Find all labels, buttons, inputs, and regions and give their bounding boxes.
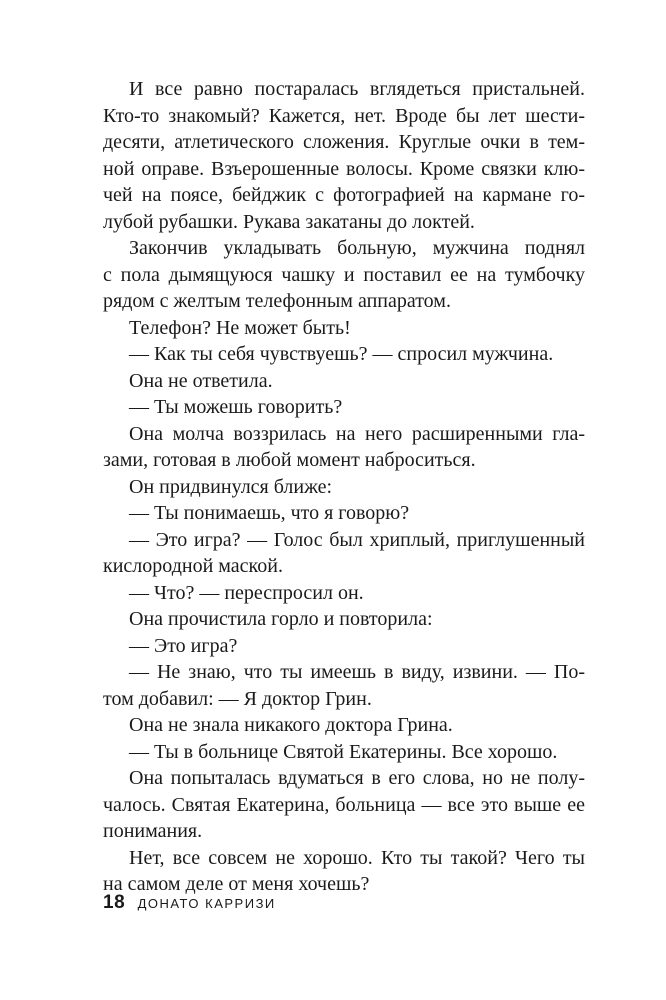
book-page-text <box>103 76 585 898</box>
text-line: — Не знаю, что ты имеешь в виду, извини. — По- <box>129 661 585 683</box>
text-line: Он придвинулся ближе: <box>129 475 333 498</box>
text-line: Она не ответила. <box>129 369 273 392</box>
text-line: Кто-то знакомый? Кажется, нет. Вроде бы лет шести- <box>103 104 585 127</box>
page-footer <box>103 892 276 914</box>
text-line: на самом деле от меня хочешь? <box>103 873 370 895</box>
text-line: чалось. Святая Екатерина, больница — все это выше ее <box>103 793 585 816</box>
text-line: зами, готовая в любой момент наброситься. <box>103 449 476 471</box>
text-line: чей на поясе, бейджик с фотографией на кармане го- <box>103 184 585 206</box>
page-number: 18 <box>103 892 126 913</box>
text-line: Закончив укладывать больную, мужчина поднял <box>129 237 585 259</box>
text-line: Она не знала никакого доктора Грина. <box>129 714 453 736</box>
text-line: Она попыталась вдуматься в его слова, но не полу- <box>129 767 585 789</box>
text-line: — Это игра? — Голос был хриплый, приглушенный <box>129 528 585 551</box>
text-line: — Это игра? <box>129 634 238 657</box>
text-line: — Ты можешь говорить? <box>129 396 343 418</box>
text-line: лубой рубашки. Рукава закатаны до локтей. <box>103 210 475 233</box>
text-line: — Что? — переспросил он. <box>129 581 364 604</box>
text-line: с пола дымящуюся чашку и поставил ее на тумбочку <box>103 263 585 286</box>
text-line: Она молча воззрилась на него расширенными гла- <box>129 422 585 445</box>
text-line: Она прочистила горло и повторила: <box>129 608 433 630</box>
text-line: ной оправе. Взъерошенные волосы. Кроме связки клю- <box>103 157 585 180</box>
text-line: Телефон? Не может быть! <box>129 316 351 339</box>
text-line: И все равно постаралась вглядеться пристальней. <box>129 78 585 100</box>
text-line: десяти, атлетического сложения. Круглые очки в тем- <box>103 131 585 153</box>
text-line: — Ты понимаешь, что я говорю? <box>129 502 410 524</box>
text-line: — Как ты себя чувствуешь? — спросил мужчина. <box>129 343 554 365</box>
text-line: понимания. <box>103 820 203 842</box>
text-line: — Ты в больнице Святой Екатерины. Все хорошо. <box>129 740 558 763</box>
text-line: кислородной маской. <box>103 555 283 577</box>
text-line: том добавил: — Я доктор Грин. <box>103 687 372 710</box>
running-header-author: ДОНАТО КАРРИЗИ <box>137 896 276 911</box>
text-line: рядом с желтым телефонным аппаратом. <box>103 290 451 312</box>
text-line: Нет, все совсем не хорошо. Кто ты такой? Чего ты <box>129 846 585 869</box>
